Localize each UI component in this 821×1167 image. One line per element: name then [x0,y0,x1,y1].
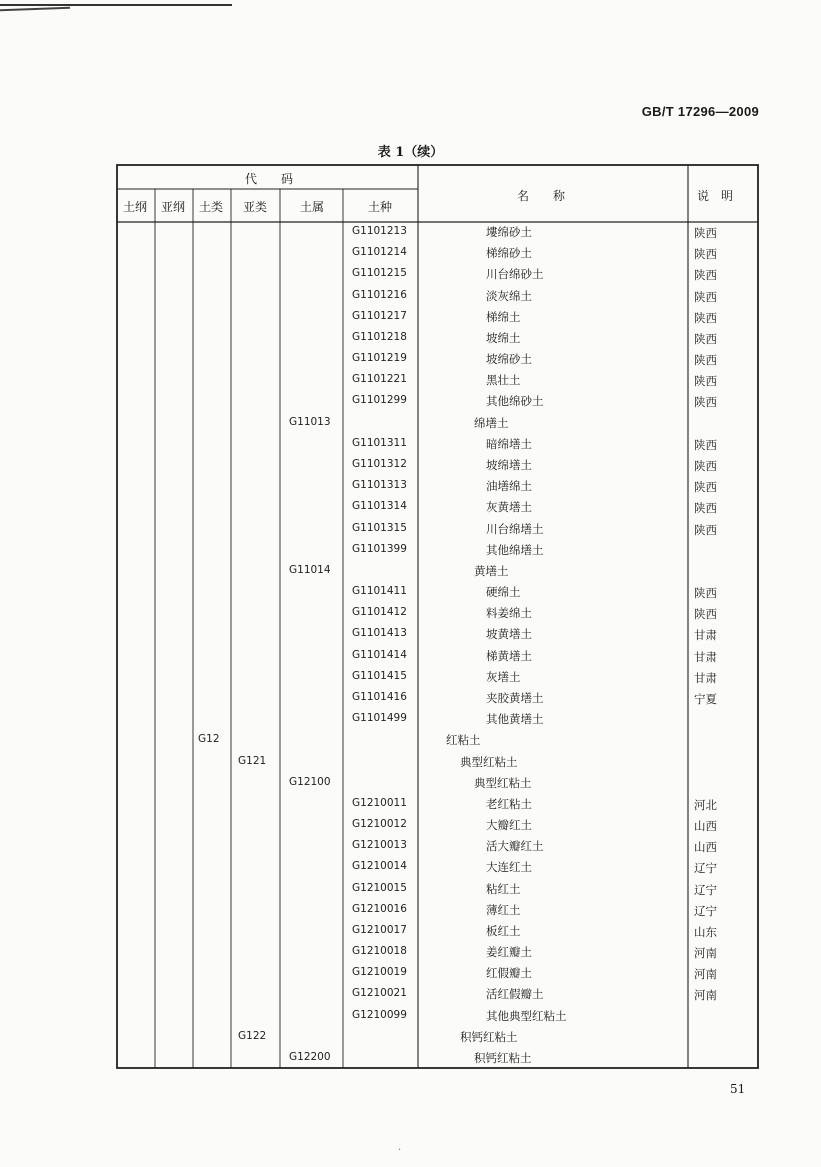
table-row [0,499,821,520]
header-name: 名 称 [517,189,566,203]
table-row [0,372,821,393]
row-code: G1210099 [352,1008,407,1021]
row-code: G1210014 [352,860,407,873]
row-code: G1101218 [352,330,407,343]
row-note: 河南 [694,946,717,961]
table-row [0,605,821,626]
row-code: G1101411 [352,585,407,598]
row-name: 黄墡土 [474,563,509,578]
table-row [0,245,821,266]
row-note: 陕西 [694,331,717,346]
row-name: 坡绵土 [486,330,521,345]
row-note: 陕西 [694,226,717,240]
header-suborder: 亚纲 [161,200,186,214]
row-note: 陕西 [694,310,717,325]
row-name: 积钙红粘土 [460,1029,518,1044]
table-row [0,415,821,436]
table-row [0,626,821,647]
row-note: 甘肃 [694,670,717,685]
table-row [0,351,821,372]
row-name: 坡绵砂土 [486,352,532,367]
row-code: G1101499 [352,712,407,725]
row-name: 大瓣红土 [486,818,532,833]
row-name: 积钙红粘土 [474,1051,532,1066]
table-row [0,732,821,753]
table-row [0,309,821,330]
row-note: 辽宁 [694,861,717,876]
header-subgroup: 亚类 [243,200,268,214]
table-row [0,1029,821,1050]
row-name: 红假瓣土 [486,966,532,981]
table-row [0,817,821,838]
row-note: 陕西 [694,374,717,389]
row-code: G1101415 [352,669,407,682]
row-code: G1210011 [352,796,407,809]
row-name: 淡灰绵土 [486,288,532,303]
row-note: 山西 [694,840,717,855]
row-name: 坡绵墡土 [486,457,532,472]
row-name: 粘红土 [486,881,521,896]
table-row [0,224,821,245]
row-note: 甘肃 [694,628,717,643]
row-code: G11014 [289,563,331,576]
row-name: 绵墡土 [474,415,509,430]
row-code: G1101219 [352,352,407,365]
row-code: G1101217 [352,309,407,322]
row-name: 其他典型红粘土 [486,1008,567,1023]
table-row [0,859,821,880]
row-note: 河南 [694,967,717,982]
table-row [0,796,821,817]
row-note: 甘肃 [694,649,717,664]
row-code: G1101315 [352,521,407,534]
table-row [0,690,821,711]
row-name: 大连红土 [486,860,532,875]
row-name: 硬绵土 [486,585,521,600]
row-name: 其他黄墡土 [486,712,544,727]
row-note: 宁夏 [694,691,717,706]
row-code: G1101215 [352,267,407,280]
row-name: 夹胶黄墡土 [486,690,544,705]
table-row [0,584,821,605]
row-code: G1101299 [352,394,407,407]
row-code: G1101413 [352,627,407,640]
row-name: 红粘土 [446,733,481,748]
row-note: 陕西 [694,395,717,410]
header-group: 土类 [199,200,224,214]
row-code: G1210017 [352,923,407,936]
row-name: 板红土 [486,923,521,938]
row-note: 陕西 [694,458,717,473]
table-row [0,648,821,669]
row-code: G1210012 [352,818,407,831]
table-row [0,944,821,965]
row-code: G1101412 [352,606,407,619]
table-row [0,563,821,584]
row-note: 山东 [694,924,717,939]
row-note: 陕西 [694,501,717,516]
row-code: G1101416 [352,690,407,703]
row-note: 河北 [694,797,717,812]
row-code: G1210015 [352,881,407,894]
row-name: 暗绵墡土 [486,436,532,451]
table-row [0,986,821,1007]
table-row [0,393,821,414]
scan-edge-mark [0,4,232,6]
row-name: 其他绵砂土 [486,394,544,409]
row-note: 河南 [694,988,717,1003]
table-row [0,542,821,563]
row-name: 典型红粘土 [460,754,518,769]
row-name: 梯黄墡土 [486,648,532,663]
row-note: 陕西 [694,437,717,452]
row-note: 辽宁 [694,903,717,918]
table-row [0,669,821,690]
row-name: 灰墡土 [486,669,521,684]
row-name: 活红假瓣土 [486,987,544,1002]
row-name: 灰黄墡土 [486,500,532,515]
table-row [0,754,821,775]
header-order: 土纲 [123,200,148,214]
row-note: 辽宁 [694,882,717,897]
table-row [0,838,821,859]
table-row [0,881,821,902]
row-name: 梯绵砂土 [486,246,532,261]
table-row [0,711,821,732]
header-code-group: 代 码 [245,172,294,186]
table-row [0,457,821,478]
header-family: 土属 [300,200,325,214]
table-row [0,923,821,944]
table-row [0,288,821,309]
row-name: 油墡绵土 [486,479,532,494]
row-name: 其他绵墡土 [486,542,544,557]
row-code: G1101216 [352,288,407,301]
row-name: 料姜绵土 [486,606,532,621]
row-note: 陕西 [694,268,717,283]
row-name: 川台绵砂土 [486,267,544,282]
table-title: 表 1（续） [377,145,444,160]
row-code: G1210018 [352,945,407,958]
row-name: 活大瓣红土 [486,839,544,854]
row-code: G1210019 [352,966,407,979]
row-name: 川台绵墡土 [486,521,544,536]
row-code: G1210021 [352,987,407,1000]
row-code: G11013 [289,415,331,428]
row-code: G1101312 [352,457,407,470]
row-name: 薄红土 [486,902,521,917]
row-note: 陕西 [694,289,717,304]
scan-speck: · [398,1145,402,1156]
scan-edge-mark [0,7,70,11]
row-note: 陕西 [694,522,717,537]
row-code: G122 [238,1029,267,1042]
row-code: G1101214 [352,246,407,259]
standard-number: GB/T 17296—2009 [641,104,759,119]
row-name: 老红粘土 [486,796,532,811]
row-code: G1210013 [352,839,407,852]
table-row [0,902,821,923]
row-code: G1210016 [352,902,407,915]
row-code: G12100 [289,775,331,788]
row-code: G12 [198,733,220,746]
row-code: G1101311 [352,436,407,449]
table-row [0,521,821,542]
table-row [0,1008,821,1029]
row-note: 陕西 [694,247,717,262]
row-name: 姜红瓣土 [486,945,532,960]
row-name: 塿绵砂土 [486,225,532,239]
table-row [0,965,821,986]
row-code: G1101213 [352,225,407,237]
header-species: 土种 [368,200,393,214]
row-name: 黑壮土 [486,373,521,388]
row-note: 陕西 [694,586,717,601]
table-row [0,436,821,457]
page-number: 51 [730,1082,746,1096]
row-code: G12200 [289,1051,331,1064]
row-code: G121 [238,754,267,767]
row-name: 坡黄墡土 [486,627,532,642]
row-name: 梯绵土 [486,309,521,324]
table-row [0,1050,821,1071]
row-note: 陕西 [694,353,717,368]
table-row [0,775,821,796]
table-row [0,330,821,351]
row-code: G1101313 [352,479,407,492]
header-note: 说 明 [697,189,734,203]
row-note: 陕西 [694,607,717,622]
row-code: G1101221 [352,373,407,386]
row-code: G1101314 [352,500,407,513]
row-name: 典型红粘土 [474,775,532,790]
row-note: 陕西 [694,480,717,495]
row-code: G1101399 [352,542,407,555]
table-row [0,266,821,287]
table-row [0,478,821,499]
row-code: G1101414 [352,648,407,661]
row-note: 山西 [694,819,717,834]
